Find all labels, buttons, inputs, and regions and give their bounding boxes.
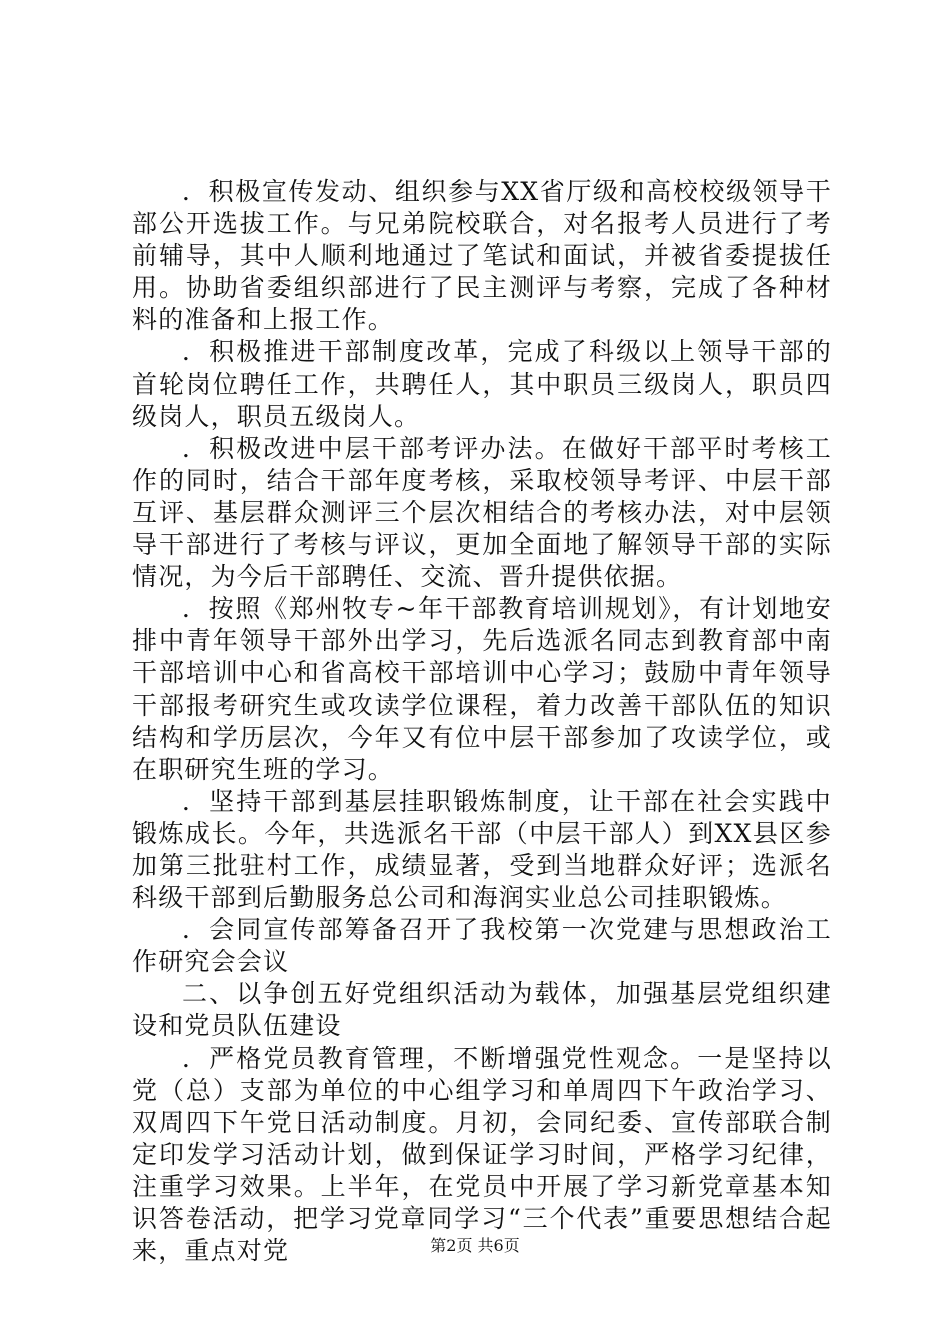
paragraph-party-conference: ．会同宣传部筹备召开了我校第一次党建与思想政治工作研究会会议 <box>132 915 832 977</box>
paragraph-cadre-selection: ．积极宣传发动、组织参与XX省厅级和高校校级领导干部公开选拔工作。与兄弟院校联合，对名报考人员进行了考前辅导，其中人顺利地通过了笔试和面试，并被省委提拔任用。协助省委组织部进行了民主测评与考察，完成了各种材料的准备和上报工作。 <box>132 177 832 335</box>
paragraph-cadre-evaluation: ．积极改进中层干部考评办法。在做好干部平时考核工作的同时，结合干部年度考核，采取校领导考评、中层干部互评、基层群众测评三个层次相结合的考核办法，对中层领导干部进行了考核与评议，更加全面地了解领导干部的实际情况，为今后干部聘任、交流、晋升提供依据。 <box>132 433 832 592</box>
section-heading-two: 二、以争创五好党组织活动为载体，加强基层党组织建设和党员队伍建设 <box>132 979 832 1041</box>
paragraph-grassroots-placement: ．坚持干部到基层挂职锻炼制度，让干部在社会实践中锻炼成长。今年，共选派名干部（中层干部人）到XX县区参加第三批驻村工作，成绩显著，受到当地群众好评；选派名科级干部到后勤服务总公司和海润实业总公司挂职锻炼。 <box>132 786 832 913</box>
page-number-footer: 第2页 共6页 <box>430 1236 520 1255</box>
paragraph-cadre-reform: ．积极推进干部制度改革，完成了科级以上领导干部的首轮岗位聘任工作，共聘任人，其中职员三级岗人，职员四级岗人，职员五级岗人。 <box>132 337 832 431</box>
paragraph-cadre-training: ．按照《郑州牧专~年干部教育培训规划》，有计划地安排中青年领导干部外出学习，先后选派名同志到教育部中南干部培训中心和省高校干部培训中心学习；鼓励中青年领导干部报考研究生或攻读学位课程，着力改善干部队伍的知识结构和学历层次，今年又有位中层干部参加了攻读学位，或在职研究生班的学习。 <box>132 594 832 784</box>
paragraph-party-member-education: ．严格党员教育管理，不断增强党性观念。一是坚持以党（总）支部为单位的中心组学习和单周四下午政治学习、双周四下午党日活动制度。月初，会同纪委、宣传部联合制定印发学习活动计划，做到保证学习时间，严格学习纪律，注重学习效果。上半年，在党员中开展了学习新党章基本知识答卷活动，把学习党章同学习“三个代表”重要思想结合起来，重点对党 <box>132 1043 832 1266</box>
document-body <box>132 176 832 1267</box>
